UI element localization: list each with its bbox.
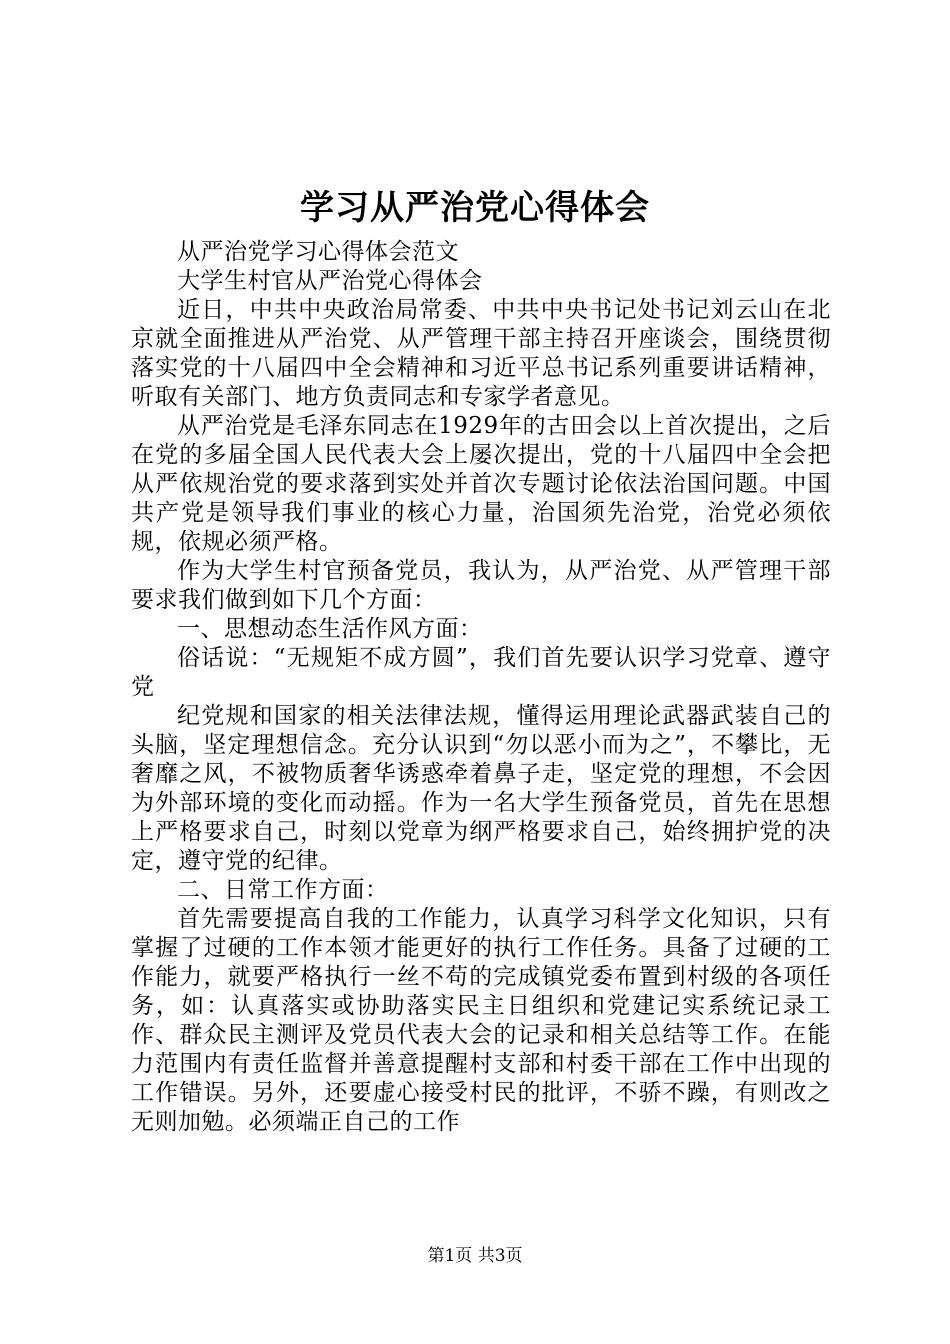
paragraph-saying: 俗话说：“无规矩不成方圆”，我们首先要认识学习党章、遵守党 — [131, 645, 831, 700]
document-body — [131, 238, 831, 1137]
paragraph-intro: 近日，中共中央政治局常委、中共中央书记处书记刘云山在北京就全面推进从严治党、从严管理干部主持召开座谈会，围绕贯彻落实党的十八届四中全会精神和习近平总书记系列重要讲话精神，听取有关部门、地方负责同志和专家学者意见。 — [131, 297, 831, 410]
page-footer: 第1页 共3页 — [427, 1246, 523, 1266]
section-heading-2: 二、日常工作方面： — [177, 877, 389, 903]
paragraph-aspects: 作为大学生村官预备党员，我认为，从严治党、从严管理干部要求我们做到如下几个方面： — [131, 558, 831, 613]
document-title: 学习从严治党心得体会 — [300, 188, 650, 228]
paragraph-discipline: 纪党规和国家的相关法律法规，懂得运用理论武器武装自己的头脑，坚定理想信念。充分认识到“勿以恶小而为之”，不攀比，无奢靡之风，不被物质奢华诱惑牵着鼻子走，坚定党的理想，不会因为外部环境的变化而动摇。作为一名大学生预备党员，首先在思想上严格要求自己，时刻以党章为纲严格要求自己，始终拥护党的决定，遵守党的纪律。 — [131, 703, 831, 874]
section-heading-1: 一、思想动态生活作风方面： — [177, 616, 483, 642]
paragraph-subtitle-1: 从严治党学习心得体会范文 — [177, 239, 459, 265]
paragraph-work: 首先需要提高自我的工作能力，认真学习科学文化知识，只有掌握了过硬的工作本领才能更好的执行工作任务。具备了过硬的工作能力，就要严格执行一丝不苟的完成镇党委布置到村级的各项任务，如：认真落实或协助落实民主日组织和党建记实系统记录工作、群众民主测评及党员代表大会的记录和相关总结等工作。在能力范围内有责任监督并善意提醒村支部和村委干部在工作中出现的工作错误。另外，还要虚心接受村民的批评，不骄不躁，有则改之无则加勉。必须端正自己的工作 — [131, 906, 831, 1135]
paragraph-subtitle-2: 大学生村官从严治党心得体会 — [177, 268, 483, 294]
paragraph-history: 从严治党是毛泽东同志在1929年的古田会以上首次提出，之后在党的多届全国人民代表大会上屡次提出，党的十八届四中全会把从严依规治党的要求落到实处并首次专题讨论依法治国问题。中国共产党是领导我们事业的核心力量，治国须先治党，治党必须依规，依规必须严格。 — [131, 413, 831, 555]
